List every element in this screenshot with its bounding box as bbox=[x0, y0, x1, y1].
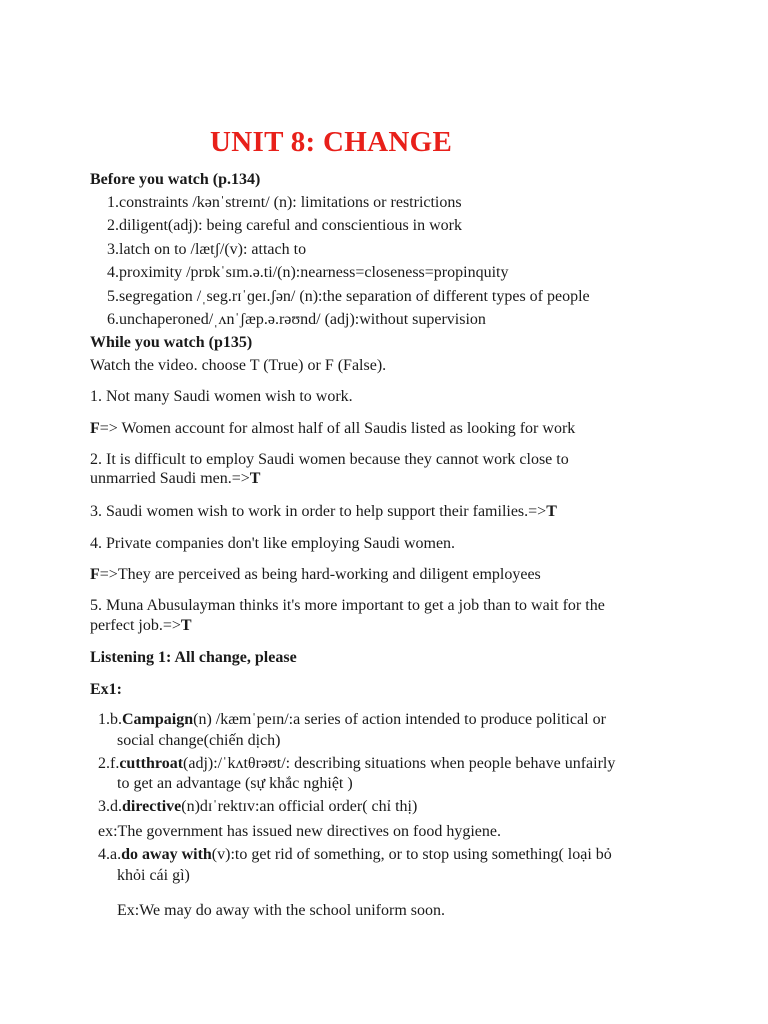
answer-mark: T bbox=[180, 617, 192, 634]
vocab-entry-3 bbox=[98, 797, 417, 817]
question-1: 1. Not many Saudi women wish to work. bbox=[90, 388, 353, 405]
entry-prefix: 4.a. bbox=[98, 846, 122, 863]
before-watch-heading: Before you watch (p.134) bbox=[90, 171, 261, 188]
answer-mark: T bbox=[546, 503, 557, 520]
vocab-item: 6.unchaperoned/ˌʌnˈʃæp.ə.rəʊnd/ (adj):without supervision bbox=[107, 311, 486, 328]
entry-definition: (v):to get rid of something, or to stop using something( loại bỏ bbox=[211, 846, 612, 863]
answer-mark: F bbox=[90, 566, 100, 583]
vocab-entry-4 bbox=[98, 845, 612, 865]
page-title: UNIT 8: CHANGE bbox=[210, 126, 453, 158]
entry-definition: (n) /kæmˈpeɪn/:a series of action intended to produce political or bbox=[193, 711, 606, 728]
listening-heading: Listening 1: All change, please bbox=[90, 649, 297, 666]
answer-1 bbox=[90, 419, 575, 439]
entry-word: do away with bbox=[121, 846, 212, 863]
question-2-line-2 bbox=[90, 469, 260, 489]
entry-word: Campaign bbox=[122, 711, 194, 728]
question-5-line-2 bbox=[90, 616, 192, 636]
entry-prefix: 2.f. bbox=[98, 755, 120, 772]
question-4: 4. Private companies don't like employing Saudi women. bbox=[90, 535, 456, 552]
entry-word: cutthroat bbox=[119, 755, 184, 772]
answer-text: =>They are perceived as being hard-working and diligent employees bbox=[99, 566, 541, 583]
entry-prefix: 3.d. bbox=[98, 798, 122, 815]
question-text: perfect job.=> bbox=[90, 617, 181, 634]
vocab-item: 2.diligent(adj): being careful and conscientious in work bbox=[107, 217, 463, 234]
vocab-item: 5.segregation /ˌseg.rɪˈɡeɪ.ʃən/ (n):the separation of different types of people bbox=[107, 288, 590, 305]
entry-definition: (adj):/ˈkʌtθrəʊt/: describing situations when people behave unfairly bbox=[183, 755, 616, 772]
vocab-item: 1.constraints /kənˈstreɪnt/ (n): limitations or restrictions bbox=[107, 194, 462, 211]
example-sentence: Ex:We may do away with the school uniform soon. bbox=[117, 902, 445, 919]
question-text: 3. Saudi women wish to work in order to help support their families.=> bbox=[90, 503, 547, 520]
question-3 bbox=[90, 502, 557, 522]
entry-prefix: 1.b. bbox=[98, 711, 122, 728]
instruction: Watch the video. choose T (True) or F (False). bbox=[90, 357, 387, 374]
while-watch-heading: While you watch (p135) bbox=[90, 334, 253, 351]
answer-4 bbox=[90, 565, 541, 585]
entry-definition: (n)dɪˈrektɪv:an official order( chỉ thị) bbox=[181, 798, 418, 815]
question-text: unmarried Saudi men.=> bbox=[90, 470, 250, 487]
entry-word: directive bbox=[122, 798, 182, 815]
answer-text: => Women account for almost half of all Saudis listed as looking for work bbox=[99, 420, 576, 437]
question-5-line-1: 5. Muna Abusulayman thinks it's more important to get a job than to wait for the bbox=[90, 597, 605, 614]
vocab-entry-2 bbox=[98, 754, 615, 774]
question-2-line-1: 2. It is difficult to employ Saudi women because they cannot work close to bbox=[90, 451, 569, 468]
vocab-entry-1 bbox=[98, 710, 606, 730]
vocab-entry-4-line-2: khỏi cái gì) bbox=[117, 867, 190, 884]
answer-mark: T bbox=[249, 470, 261, 487]
exercise-heading: Ex1: bbox=[90, 681, 122, 698]
example-sentence: ex:The government has issued new directives on food hygiene. bbox=[98, 823, 501, 840]
vocab-item: 3.latch on to /lætʃ/(v): attach to bbox=[107, 241, 307, 258]
vocab-item: 4.proximity /prɒkˈsɪm.ə.ti/(n):nearness=closeness=propinquity bbox=[107, 264, 509, 281]
vocab-entry-2-line-2: to get an advantage (sự khắc nghiệt ) bbox=[117, 775, 353, 792]
vocab-entry-1-line-2: social change(chiến dịch) bbox=[117, 732, 281, 749]
answer-mark: F bbox=[90, 420, 100, 437]
